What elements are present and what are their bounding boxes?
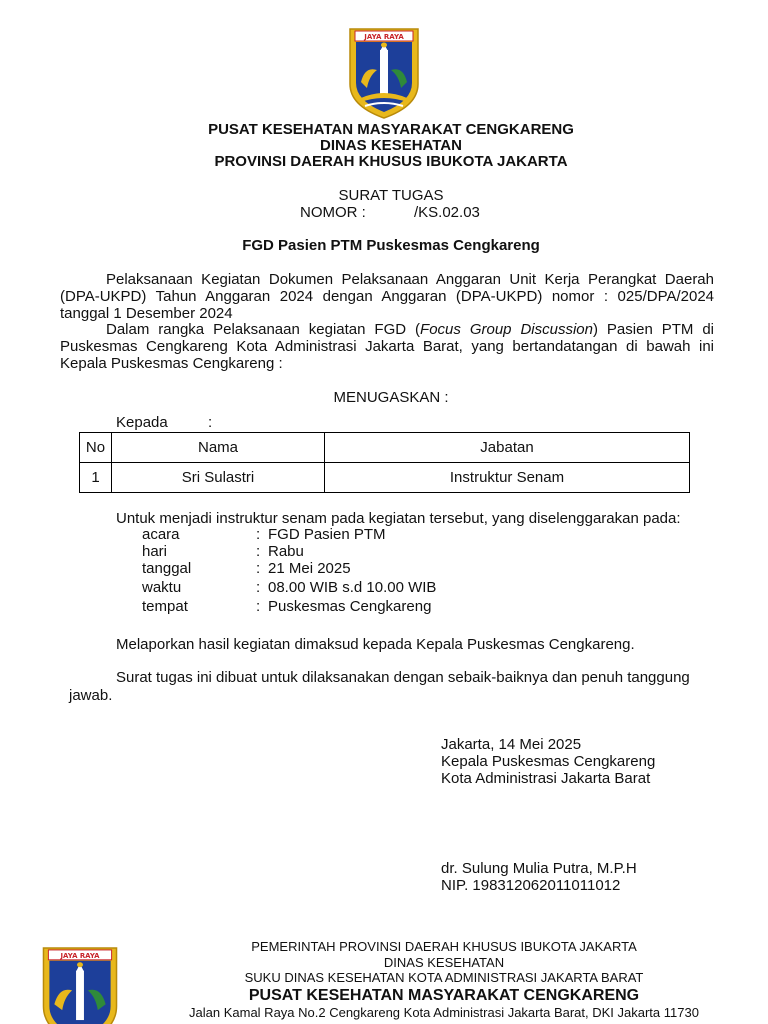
detail-value: Rabu bbox=[268, 543, 304, 560]
footer-emblem-motto-text: JAYA RAYA bbox=[60, 951, 100, 960]
detail-value: FGD Pasien PTM bbox=[268, 526, 386, 543]
jakarta-emblem-logo bbox=[347, 26, 421, 120]
footer-address: Jalan Kamal Raya No.2 Cengkareng Kota Administrasi Jakarta Barat, DKI Jakarta 11730 bbox=[189, 1005, 699, 1020]
doc-number-value: /KS.02.03 bbox=[414, 204, 480, 221]
paragraph-1-text: Pelaksanaan Kegiatan Dokumen Pelaksanaan Anggaran Unit Kerja Perangkat Daerah (DPA-UKPD) Tahun Anggaran 2024 dengan Anggaran (DPA-UKPD) nomor : 025/DPA/2024 tanggal 1 Desember 2024 bbox=[60, 271, 714, 322]
table-cell-nama: Sri Sulastri bbox=[112, 463, 325, 493]
kepada-label: Kepada bbox=[116, 414, 168, 431]
table-row bbox=[80, 463, 690, 493]
doc-subject: FGD Pasien PTM Puskesmas Cengkareng bbox=[242, 237, 540, 254]
body-paragraph-2 bbox=[60, 321, 714, 372]
footer-sub-department: SUKU DINAS KESEHATAN KOTA ADMINISTRASI JAKARTA BARAT bbox=[244, 970, 644, 985]
footer-jakarta-emblem-logo bbox=[40, 945, 120, 1024]
paragraph-2-text-a: Dalam rangka Pelaksanaan kegiatan FGD ( bbox=[106, 321, 421, 338]
paragraph-2-italic: Focus Group Discussion bbox=[420, 321, 593, 338]
signature-nip: NIP. 198312062011011012 bbox=[441, 877, 621, 894]
detail-key: acara bbox=[142, 526, 180, 543]
header-org-name: PUSAT KESEHATAN MASYARAKAT CENGKARENG bbox=[208, 121, 574, 138]
footer-org-name: PUSAT KESEHATAN MASYARAKAT CENGKARENG bbox=[248, 987, 640, 1004]
footer-government: PEMERINTAH PROVINSI DAERAH KHUSUS IBUKOTA JAKARTA bbox=[251, 939, 637, 954]
signature-name: dr. Sulung Mulia Putra, M.P.H bbox=[441, 860, 637, 877]
detail-key: hari bbox=[142, 543, 168, 560]
table-header-jabatan: Jabatan bbox=[325, 433, 690, 463]
detail-value: 21 Mei 2025 bbox=[268, 560, 351, 577]
kepada-colon: : bbox=[208, 414, 213, 431]
body-paragraph-1 bbox=[60, 271, 714, 322]
footer-department: DINAS KESEHATAN bbox=[383, 955, 505, 970]
doc-title: SURAT TUGAS bbox=[338, 187, 444, 204]
detail-row-tempat: tempat : Puskesmas Cengkareng bbox=[142, 598, 432, 615]
detail-value: 08.00 WIB s.d 10.00 WIB bbox=[268, 579, 437, 596]
header-department: DINAS KESEHATAN bbox=[320, 137, 462, 154]
detail-key: waktu bbox=[142, 579, 182, 596]
signature-place-date: Jakarta, 14 Mei 2025 bbox=[441, 736, 582, 753]
closing-sentence-line2: jawab. bbox=[69, 687, 113, 704]
signature-role-1: Kepala Puskesmas Cengkareng bbox=[441, 753, 656, 770]
report-sentence: Melaporkan hasil kegiatan dimaksud kepada Kepala Puskesmas Cengkareng. bbox=[116, 636, 635, 653]
assignee-table bbox=[79, 432, 690, 493]
detail-row-hari: hari : Rabu bbox=[142, 543, 304, 560]
detail-row-acara: acara : FGD Pasien PTM bbox=[142, 526, 386, 543]
table-cell-jabatan: Instruktur Senam bbox=[325, 463, 690, 493]
header-province: PROVINSI DAERAH KHUSUS IBUKOTA JAKARTA bbox=[214, 153, 568, 170]
closing-sentence-line1: Surat tugas ini dibuat untuk dilaksanakan dengan sebaik-baiknya dan penuh tanggung bbox=[116, 669, 690, 686]
detail-row-waktu: waktu : 08.00 WIB s.d 10.00 WIB bbox=[142, 579, 437, 596]
emblem-motto-text: JAYA RAYA bbox=[364, 33, 404, 41]
signature-role-2: Kota Administrasi Jakarta Barat bbox=[441, 770, 651, 787]
table-header-row bbox=[80, 433, 690, 463]
paragraph-2-text-b: ) Pasien PTM di Puskesmas Cengkareng Kota Administrasi Jakarta Barat, yang bertandatangan di bawah ini Kepala Puskesmas Cengkareng : bbox=[60, 321, 715, 372]
table-header-no: No bbox=[80, 433, 112, 463]
detail-row-tanggal: tanggal : 21 Mei 2025 bbox=[142, 560, 351, 577]
detail-key: tempat bbox=[142, 598, 188, 615]
doc-number-label: NOMOR : bbox=[300, 204, 366, 221]
menugaskan-heading: MENUGASKAN : bbox=[333, 389, 449, 406]
table-header-nama: Nama bbox=[112, 433, 325, 463]
details-intro: Untuk menjadi instruktur senam pada kegiatan tersebut, yang diselenggarakan pada: bbox=[116, 510, 681, 527]
detail-key: tanggal bbox=[142, 560, 192, 577]
detail-value: Puskesmas Cengkareng bbox=[268, 598, 432, 615]
table-cell-no: 1 bbox=[80, 463, 112, 493]
